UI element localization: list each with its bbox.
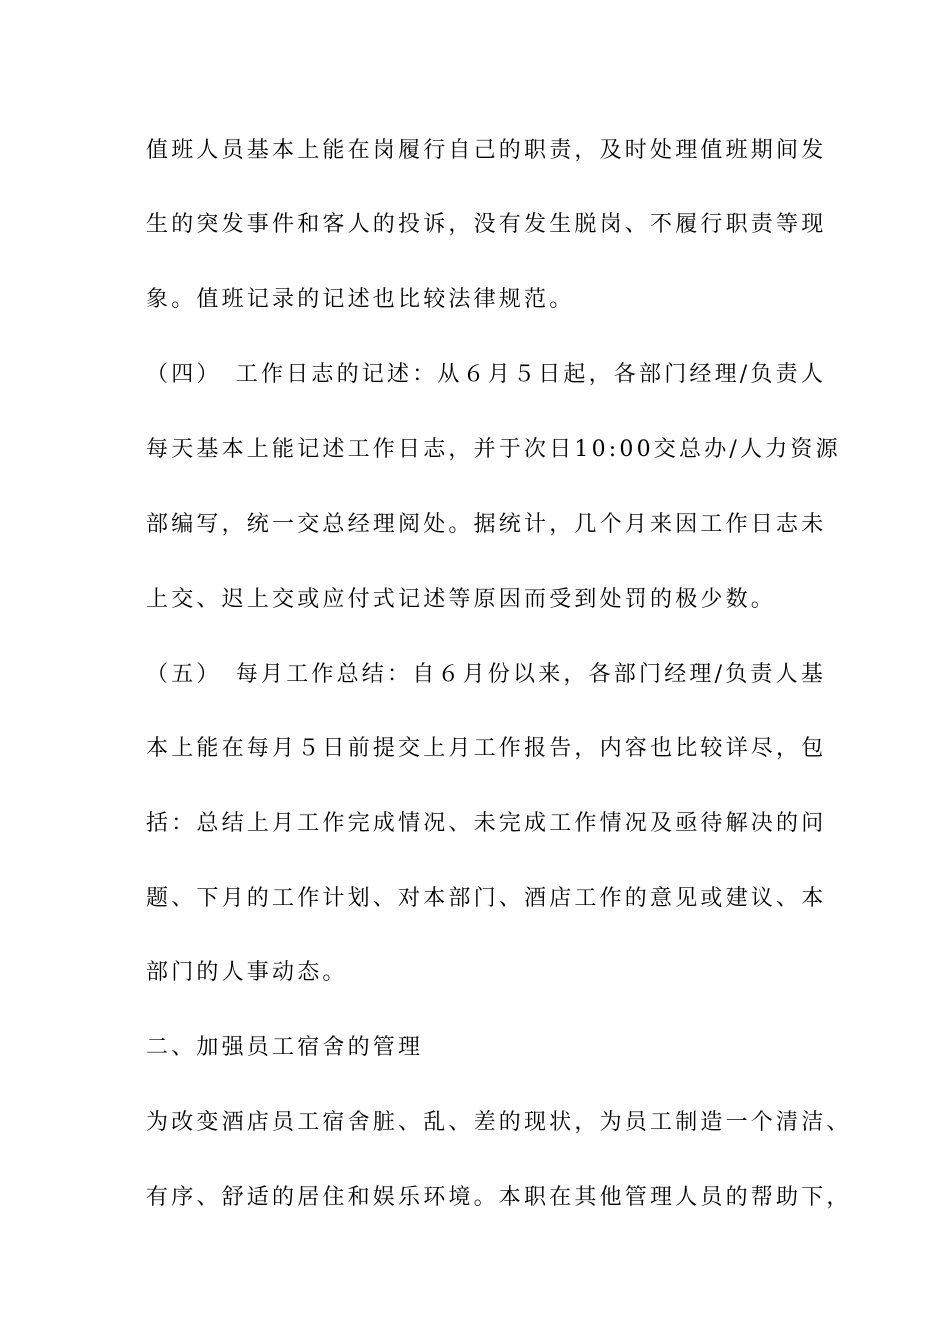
text-line: 值班人员基本上能在岗履行自己的职责，及时处理值班期间发 <box>146 138 827 163</box>
text-line: 上交、迟上交或应付式记述等原因而受到处罚的极少数。 <box>146 587 777 612</box>
text-line: 生的突发事件和客人的投诉，没有发生脱岗、不履行职责等现 <box>146 212 827 237</box>
text-line: 象。值班记录的记述也比较法律规范。 <box>146 287 575 312</box>
text-line: 本上能在每月５日前提交上月工作报告，内容也比较详尽，包 <box>146 736 827 761</box>
section-heading-two: 二、加强员工宿舍的管理 <box>146 1035 424 1060</box>
text-line: 每天基本上能记述工作日志，并于次日10:00交总办/人力资源 <box>146 437 841 462</box>
text-line: 有序、舒适的居住和娱乐环境。本职在其他管理人员的帮助下， <box>146 1185 852 1210</box>
text-line: 部门的人事动态。 <box>146 960 348 985</box>
text-line: 为改变酒店员工宿舍脏、乱、差的现状，为员工制造一个清洁、 <box>146 1110 852 1135</box>
text-line: 题、下月的工作计划、对本部门、酒店工作的意见或建议、本 <box>146 886 827 911</box>
text-line: 括：总结上月工作完成情况、未完成工作情况及亟待解决的问 <box>146 811 827 836</box>
text-line: 部编写，统一交总经理阅处。据统计，几个月来因工作日志未 <box>146 512 827 537</box>
section-heading-five: （五） 每月工作总结：自６月份以来，各部门经理/负责人基 <box>146 662 827 687</box>
section-heading-four: （四） 工作日志的记述：从６月５日起，各部门经理/负责人 <box>146 362 827 387</box>
